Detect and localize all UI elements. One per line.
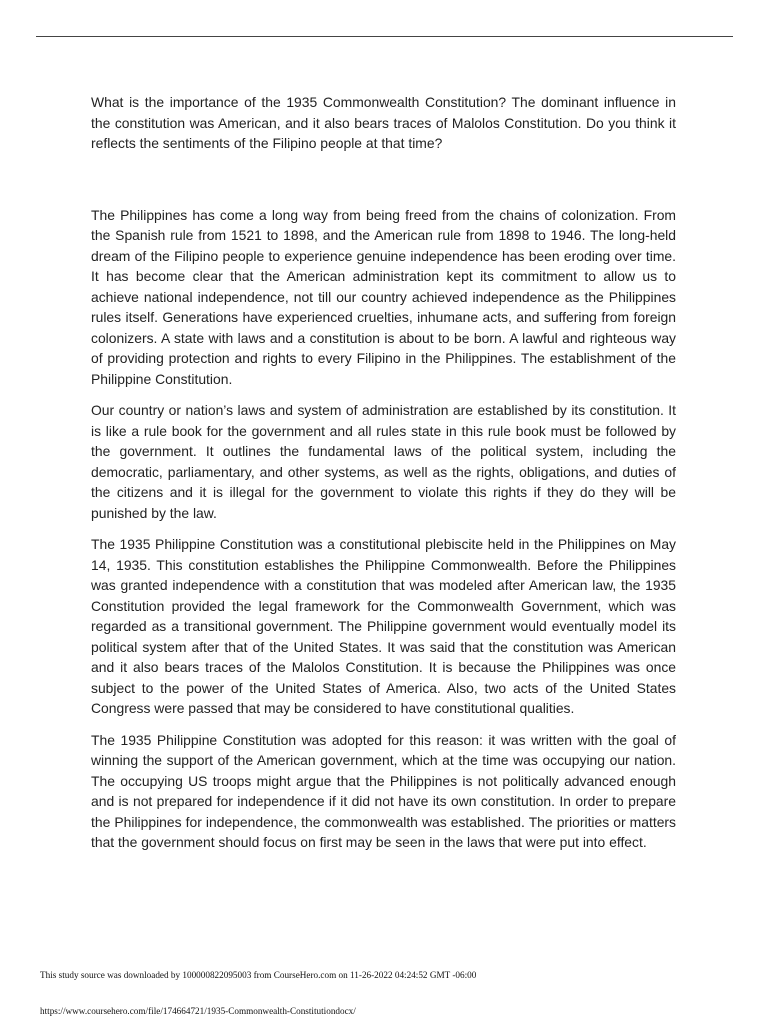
download-notice: This study source was downloaded by 100000822095003 from CourseHero.com on 11-26-2022 04:24:52 GMT -06:00 (40, 970, 477, 980)
document-body (91, 92, 676, 864)
paragraph-1: The Philippines has come a long way from being freed from the chains of colonization. From the Spanish rule from 1521 to 1898, and the American rule from 1898 to 1946. The long-held dream of the Filipino people to experience genuine independence has been eroding over time. It has become clear that the American administration kept its commitment to allow us to achieve national independence, not till our country achieved independence as the Philippines rules itself. Generations have experienced cruelties, inhumane acts, and suffering from foreign colonizers. A state with laws and a constitution is about to be born. A lawful and righteous way of providing protection and rights to every Filipino in the Philippines. The establishment of the Philippine Constitution. (91, 206, 676, 387)
paragraph-3: The 1935 Philippine Constitution was a constitutional plebiscite held in the Philippines on May 14, 1935. This constitution establishes the Philippine Commonwealth. Before the Philippines was granted independence with a constitution that was modeled after American law, the 1935 Constitution provided the legal framework for the Commonwealth Government, which was regarded as a transitional government. The Philippine government would eventually model its political system after that of the United States. It was said that the constitution was American and it also bears traces of the Malolos Constitution. It is because the Philippines was once subject to the power of the United States of America. Also, two acts of the United States Congress were passed that may be considered to have constitutional qualities. (91, 536, 676, 716)
paragraph-2: Our country or nation’s laws and system of administration are established by its constitution. It is like a rule book for the government and all rules state in this rule book must be followed by the government. It outlines the fundamental laws of the political system, including the democratic, parliamentary, and other systems, as well as the rights, obligations, and duties of the citizens and it is illegal for the government to violate this rights if they do they will be punished by the law. (91, 402, 676, 521)
source-url-link[interactable]: https://www.coursehero.com/file/174664721/1935-Commonwealth-Constitutiondocx/ (40, 1006, 356, 1016)
header-divider (36, 36, 733, 37)
essay-question: What is the importance of the 1935 Commonwealth Constitution? The dominant influence in the constitution was American, and it also bears traces of Malolos Constitution. Do you think it reflects the sentiments of the Filipino people at that time? (91, 94, 676, 151)
paragraph-4: The 1935 Philippine Constitution was adopted for this reason: it was written with the goal of winning the support of the American government, which at the time was occupying our nation. The occupying US troops might argue that the Philippines is not politically advanced enough and is not prepared for independence if it did not have its own constitution. In order to prepare the Philippines for independence, the commonwealth was established. The priorities or matters that the government should focus on first may be seen in the laws that were put into effect. (91, 731, 676, 850)
